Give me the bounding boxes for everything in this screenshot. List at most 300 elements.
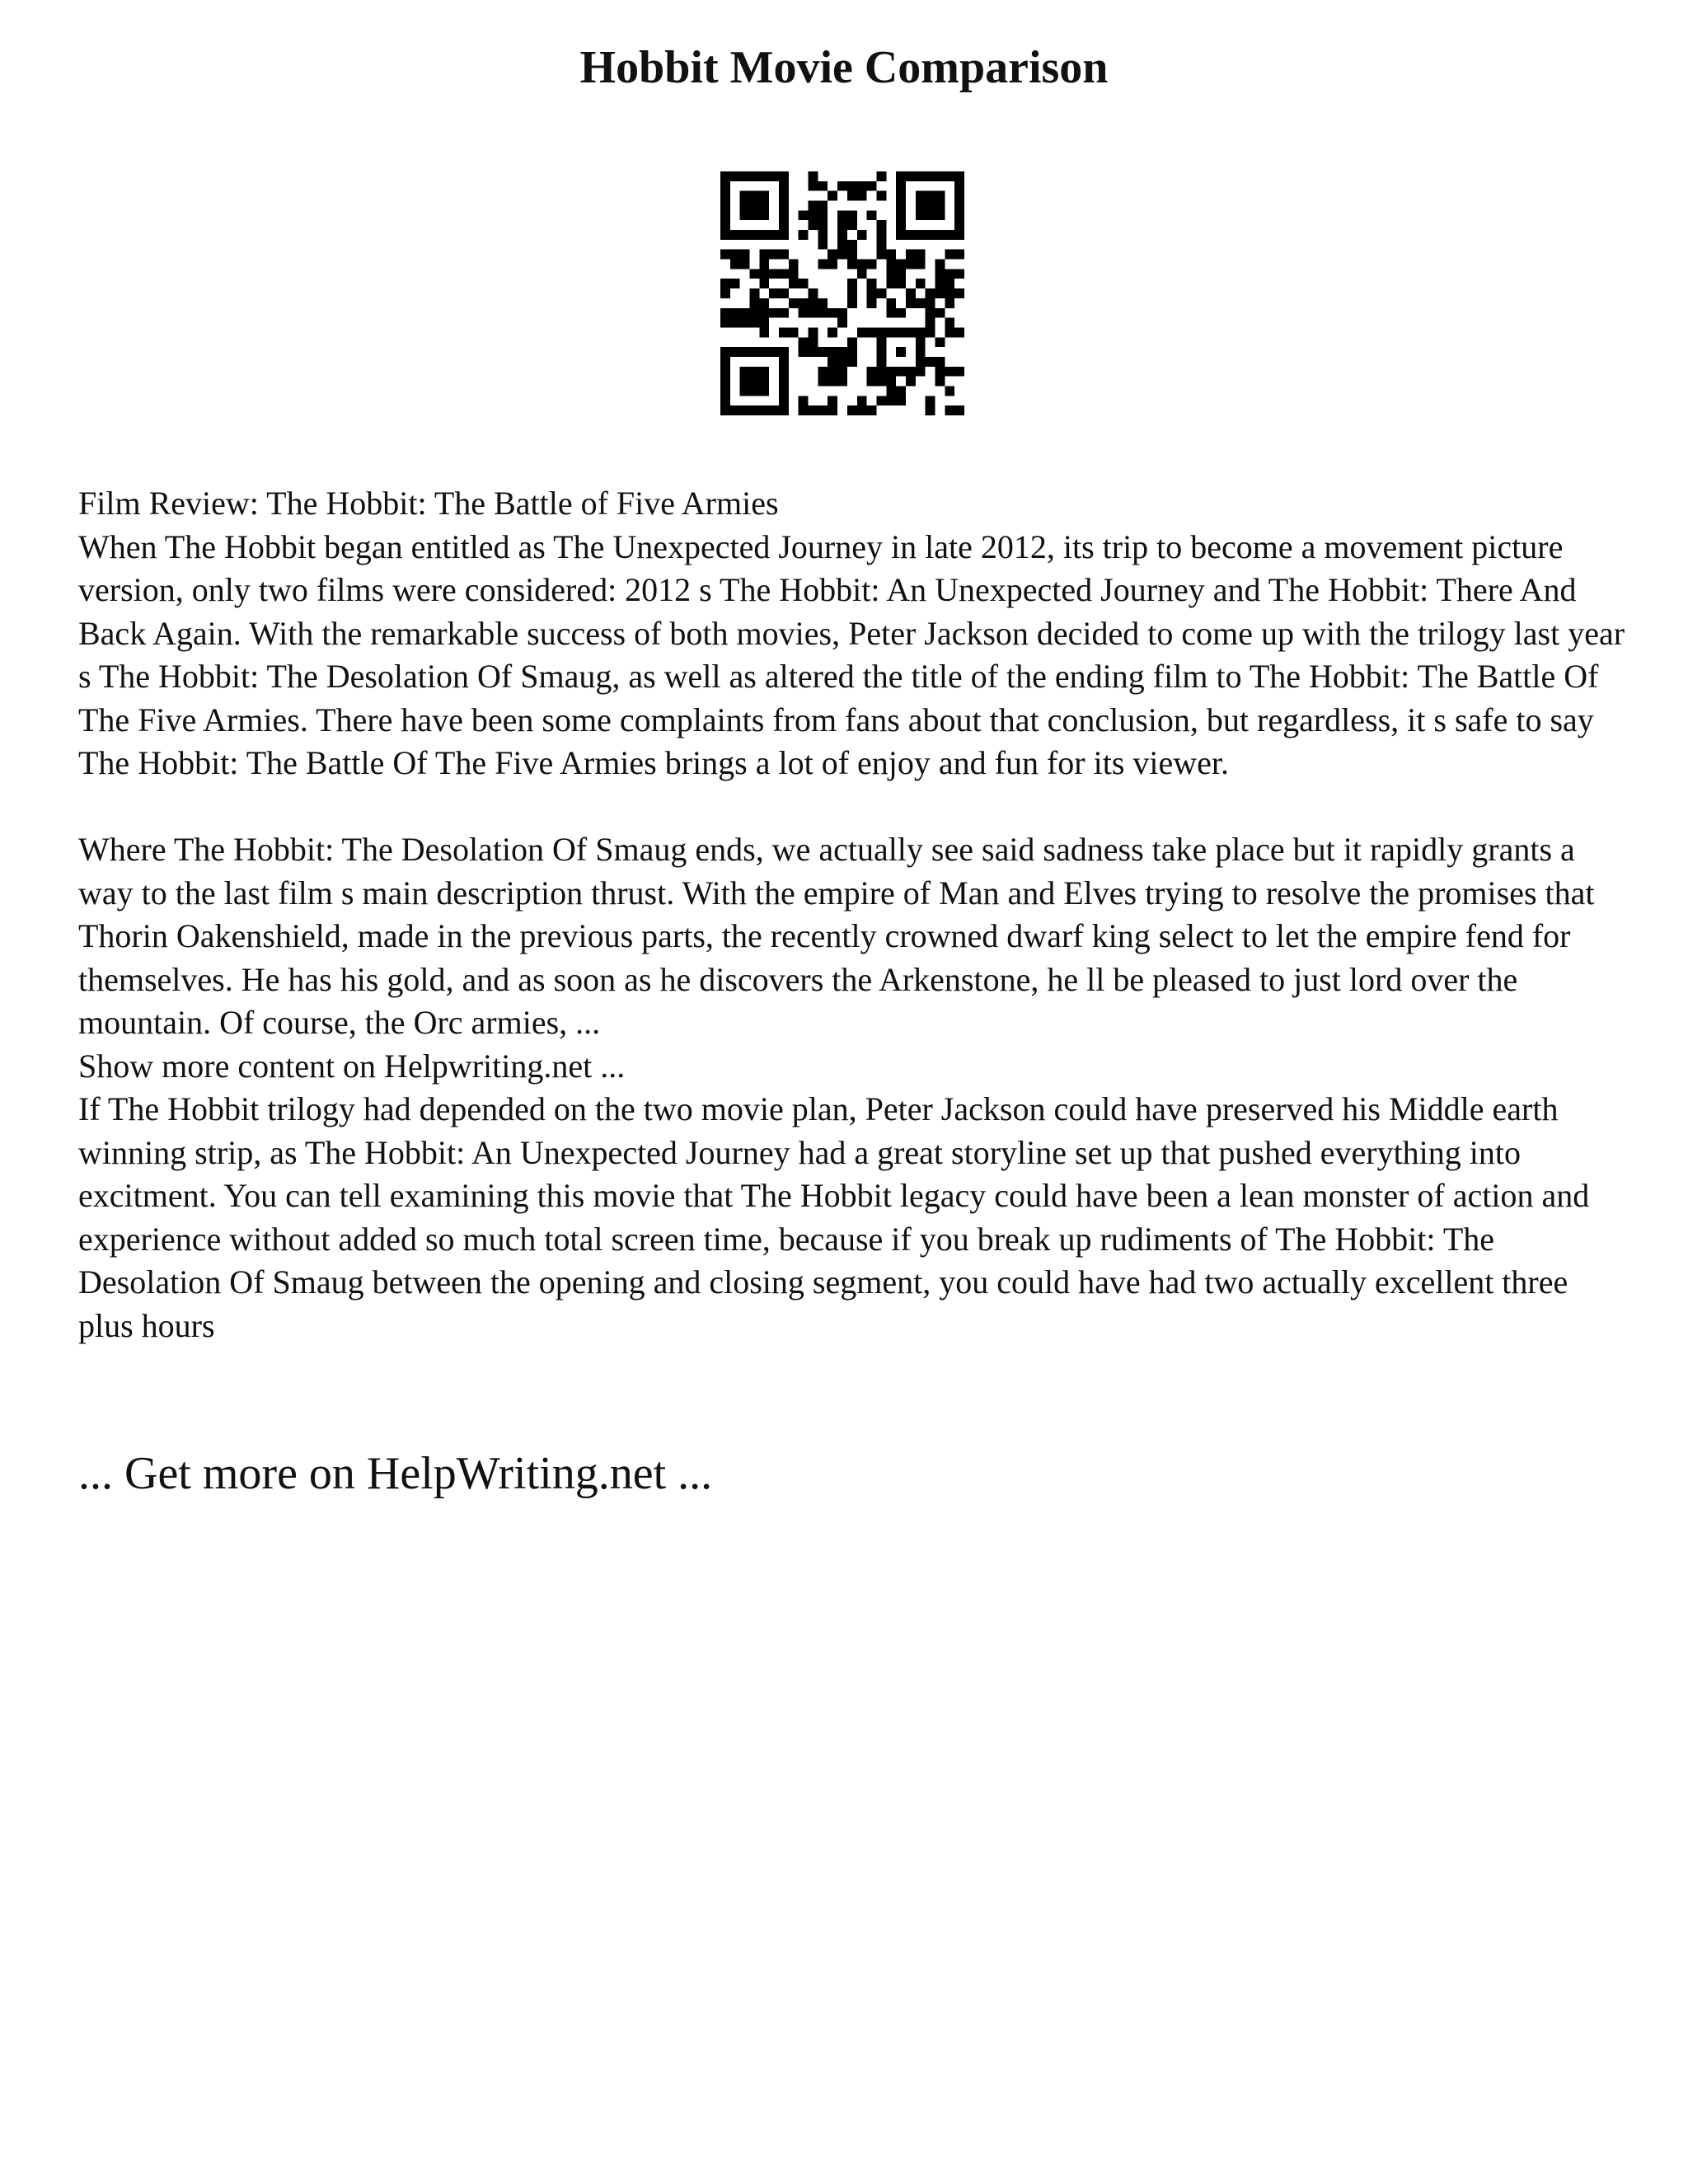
qr-module bbox=[789, 260, 799, 269]
show-more-link[interactable]: Show more content on Helpwriting.net ... bbox=[78, 1047, 626, 1085]
qr-module bbox=[926, 191, 935, 201]
qr-module bbox=[837, 347, 847, 357]
qr-module bbox=[837, 250, 847, 260]
qr-module bbox=[945, 405, 954, 415]
qr-module bbox=[750, 318, 760, 328]
qr-module bbox=[720, 210, 730, 220]
qr-module bbox=[867, 405, 877, 415]
qr-module bbox=[847, 279, 857, 288]
qr-module bbox=[896, 230, 906, 240]
qr-module bbox=[779, 405, 789, 415]
qr-module bbox=[876, 377, 886, 387]
qr-module bbox=[740, 318, 750, 328]
qr-module bbox=[750, 308, 760, 318]
qr-module bbox=[740, 367, 750, 377]
qr-module bbox=[828, 396, 837, 405]
qr-module bbox=[935, 377, 945, 387]
qr-module bbox=[837, 357, 847, 367]
qr-module bbox=[720, 250, 730, 260]
qr-module bbox=[837, 181, 847, 191]
qr-module bbox=[740, 210, 750, 220]
qr-module bbox=[779, 269, 789, 279]
qr-module bbox=[818, 377, 828, 387]
qr-module bbox=[809, 405, 818, 415]
qr-module bbox=[886, 386, 896, 396]
qr-module bbox=[720, 367, 730, 377]
qr-module bbox=[837, 230, 847, 240]
qr-module bbox=[945, 386, 954, 396]
qr-module bbox=[818, 405, 828, 415]
qr-module bbox=[740, 377, 750, 387]
qr-module bbox=[837, 240, 847, 250]
paragraph-desolation: Where The Hobbit: The Desolation Of Smaug ends, we actually see said sadness take place but it rapidly grants a way to the last film s main description thrust. With the empire of Man and Elves trying to resolve the promises that Thorin Oakenshield, made in the previous parts, the recently crowned dwarf king select to let the empire fend for themselves. He has his gold, and as soon as he discovers the Arkenstone, he ll be pleased to just lord over the mountain. Of course, the Orc armies, ... bbox=[78, 831, 1595, 1041]
qr-module bbox=[867, 377, 877, 387]
qr-module bbox=[926, 318, 935, 328]
qr-module bbox=[945, 288, 954, 298]
qr-module bbox=[818, 181, 828, 191]
qr-module bbox=[916, 250, 926, 260]
qr-module bbox=[779, 181, 789, 191]
qr-module bbox=[954, 191, 964, 201]
qr-module bbox=[769, 230, 779, 240]
qr-module bbox=[867, 298, 877, 308]
qr-module bbox=[750, 405, 760, 415]
qr-module bbox=[750, 191, 760, 201]
qr-module bbox=[809, 298, 818, 308]
qr-module bbox=[926, 405, 935, 415]
qr-module bbox=[916, 230, 926, 240]
qr-module bbox=[759, 327, 769, 337]
qr-module bbox=[896, 201, 906, 211]
qr-module bbox=[886, 279, 896, 288]
qr-module bbox=[945, 230, 954, 240]
qr-module bbox=[926, 201, 935, 211]
qr-module bbox=[818, 347, 828, 357]
qr-module bbox=[847, 210, 857, 220]
qr-module bbox=[769, 405, 779, 415]
qr-module bbox=[789, 279, 799, 288]
qr-module bbox=[799, 337, 809, 347]
qr-module bbox=[759, 377, 769, 387]
qr-module bbox=[935, 191, 945, 201]
qr-module bbox=[945, 279, 954, 288]
qr-module bbox=[857, 181, 867, 191]
qr-module bbox=[720, 357, 730, 367]
qr-module bbox=[750, 377, 760, 387]
qr-module bbox=[720, 386, 730, 396]
qr-module bbox=[867, 210, 877, 220]
qr-module bbox=[867, 367, 877, 377]
qr-module bbox=[916, 357, 926, 367]
qr-module bbox=[847, 405, 857, 415]
qr-module bbox=[828, 250, 837, 260]
qr-module bbox=[876, 191, 886, 201]
qr-module bbox=[876, 327, 886, 337]
qr-module bbox=[935, 230, 945, 240]
qr-module bbox=[759, 171, 769, 181]
qr-module bbox=[847, 250, 857, 260]
qr-module bbox=[954, 171, 964, 181]
qr-module bbox=[730, 308, 740, 318]
qr-module bbox=[847, 240, 857, 250]
qr-module bbox=[837, 220, 847, 230]
qr-module bbox=[926, 288, 935, 298]
qr-module bbox=[769, 288, 779, 298]
qr-module bbox=[730, 230, 740, 240]
qr-module bbox=[847, 347, 857, 357]
qr-module bbox=[954, 201, 964, 211]
qr-module bbox=[867, 260, 877, 269]
qr-module bbox=[730, 171, 740, 181]
qr-module bbox=[779, 308, 789, 318]
qr-module bbox=[886, 298, 896, 308]
qr-module bbox=[876, 396, 886, 405]
qr-module bbox=[886, 308, 896, 318]
qr-module bbox=[750, 347, 760, 357]
qr-module bbox=[740, 230, 750, 240]
qr-module bbox=[945, 298, 954, 308]
qr-module bbox=[750, 230, 760, 240]
qr-module bbox=[720, 171, 730, 181]
qr-module bbox=[818, 201, 828, 211]
qr-module bbox=[818, 240, 828, 250]
qr-module bbox=[750, 201, 760, 211]
qr-module bbox=[906, 298, 916, 308]
qr-module bbox=[935, 367, 945, 377]
qr-module bbox=[818, 298, 828, 308]
qr-module bbox=[759, 210, 769, 220]
qr-module bbox=[720, 405, 730, 415]
qr-module bbox=[730, 405, 740, 415]
qr-module bbox=[759, 269, 769, 279]
qr-module bbox=[720, 288, 730, 298]
qr-module bbox=[896, 210, 906, 220]
qr-module bbox=[779, 230, 789, 240]
qr-module bbox=[847, 220, 857, 230]
qr-module bbox=[759, 279, 769, 288]
qr-module bbox=[720, 318, 730, 328]
qr-module bbox=[857, 269, 867, 279]
qr-module bbox=[740, 250, 750, 260]
qr-module bbox=[886, 250, 896, 260]
qr-module bbox=[799, 210, 809, 220]
qr-module bbox=[867, 288, 877, 298]
qr-module bbox=[720, 201, 730, 211]
qr-module bbox=[916, 260, 926, 269]
qr-module bbox=[818, 230, 828, 240]
qr-module bbox=[759, 191, 769, 201]
qr-module bbox=[906, 230, 916, 240]
qr-module bbox=[916, 201, 926, 211]
qr-module bbox=[799, 279, 809, 288]
qr-module bbox=[847, 337, 857, 347]
paragraph-spacer bbox=[78, 785, 1628, 829]
qr-module bbox=[789, 298, 799, 308]
qr-module bbox=[779, 191, 789, 201]
qr-module bbox=[857, 230, 867, 240]
qr-module bbox=[867, 279, 877, 288]
qr-module bbox=[857, 396, 867, 405]
qr-module bbox=[837, 318, 847, 328]
qr-module bbox=[740, 171, 750, 181]
qr-module bbox=[740, 260, 750, 269]
qr-module bbox=[926, 308, 935, 318]
qr-module bbox=[896, 308, 906, 318]
qr-module bbox=[906, 260, 916, 269]
qr-module bbox=[720, 279, 730, 288]
qr-module bbox=[896, 327, 906, 337]
qr-module bbox=[906, 377, 916, 387]
article-heading-line: Film Review: The Hobbit: The Battle of Five Armies bbox=[78, 485, 779, 522]
qr-module bbox=[720, 308, 730, 318]
qr-module bbox=[779, 327, 789, 337]
qr-module bbox=[935, 269, 945, 279]
qr-module bbox=[720, 191, 730, 201]
qr-module bbox=[730, 318, 740, 328]
qr-module bbox=[857, 405, 867, 415]
qr-module bbox=[730, 279, 740, 288]
qr-module bbox=[876, 171, 886, 181]
qr-module bbox=[935, 357, 945, 367]
qr-module bbox=[809, 201, 818, 211]
qr-module bbox=[769, 171, 779, 181]
qr-module bbox=[759, 260, 769, 269]
qr-module bbox=[750, 386, 760, 396]
qr-module bbox=[857, 191, 867, 201]
paragraph-trilogy: If The Hobbit trilogy had depended on the two movie plan, Peter Jackson could have preserved his Middle earth winning strip, as The Hobbit: An Unexpected Journey had a great storyline set up that pushed everything into excitment. You can tell examining this movie that The Hobbit legacy could have been a lean monster of action and experience without added so much total screen time, because if you break up rudiments of The Hobbit: The Desolation Of Smaug between the opening and closing segment, you could have had two actually excellent three plus hours bbox=[78, 1090, 1590, 1344]
qr-module bbox=[945, 318, 954, 328]
qr-module bbox=[799, 230, 809, 240]
qr-module bbox=[799, 308, 809, 318]
qr-module bbox=[896, 367, 906, 377]
qr-module bbox=[857, 260, 867, 269]
qr-module bbox=[906, 250, 916, 260]
qr-module bbox=[876, 337, 886, 347]
qr-module bbox=[954, 220, 964, 230]
qr-module bbox=[818, 260, 828, 269]
qr-module bbox=[876, 240, 886, 250]
qr-module bbox=[759, 386, 769, 396]
qr-module bbox=[867, 181, 877, 191]
qr-module bbox=[750, 210, 760, 220]
qr-module bbox=[935, 210, 945, 220]
qr-module bbox=[779, 288, 789, 298]
qr-module bbox=[779, 220, 789, 230]
qr-module bbox=[916, 337, 926, 347]
qr-module bbox=[828, 405, 837, 415]
article-body bbox=[78, 482, 1628, 1347]
qr-module bbox=[954, 367, 964, 377]
qr-module bbox=[935, 171, 945, 181]
qr-module bbox=[779, 210, 789, 220]
qr-module bbox=[769, 308, 779, 318]
qr-module bbox=[740, 386, 750, 396]
qr-module bbox=[945, 269, 954, 279]
qr-module bbox=[876, 230, 886, 240]
qr-module bbox=[730, 250, 740, 260]
qr-module bbox=[740, 191, 750, 201]
qr-module bbox=[799, 405, 809, 415]
qr-module bbox=[720, 220, 730, 230]
qr-module bbox=[779, 347, 789, 357]
qr-module bbox=[759, 347, 769, 357]
qr-module bbox=[916, 171, 926, 181]
qr-module bbox=[720, 181, 730, 191]
qr-module bbox=[779, 367, 789, 377]
qr-module bbox=[896, 347, 906, 357]
qr-module bbox=[926, 210, 935, 220]
qr-module bbox=[896, 396, 906, 405]
qr-module bbox=[896, 260, 906, 269]
qr-module bbox=[847, 181, 857, 191]
qr-module bbox=[828, 367, 837, 377]
qr-module bbox=[886, 396, 896, 405]
qr-module bbox=[769, 347, 779, 357]
qr-module bbox=[799, 347, 809, 357]
qr-module bbox=[916, 298, 926, 308]
qr-module bbox=[906, 288, 916, 298]
qr-module bbox=[730, 260, 740, 269]
qr-module bbox=[926, 357, 935, 367]
qr-module bbox=[799, 396, 809, 405]
qr-module bbox=[876, 357, 886, 367]
qr-module bbox=[896, 191, 906, 201]
qr-module bbox=[916, 327, 926, 337]
qr-module bbox=[818, 367, 828, 377]
qr-module bbox=[828, 357, 837, 367]
qr-module bbox=[954, 405, 964, 415]
qr-module bbox=[867, 327, 877, 337]
qr-module bbox=[740, 308, 750, 318]
qr-module bbox=[789, 327, 799, 337]
qr-module bbox=[818, 210, 828, 220]
qr-module bbox=[954, 210, 964, 220]
qr-module bbox=[837, 377, 847, 387]
qr-module bbox=[945, 367, 954, 377]
qr-module bbox=[886, 377, 896, 387]
qr-module bbox=[809, 308, 818, 318]
qr-module bbox=[789, 269, 799, 279]
qr-module bbox=[954, 230, 964, 240]
qr-module bbox=[740, 347, 750, 357]
qr-module bbox=[857, 327, 867, 337]
qr-module bbox=[818, 308, 828, 318]
qr-module bbox=[954, 288, 964, 298]
qr-module bbox=[779, 201, 789, 211]
qr-module bbox=[896, 220, 906, 230]
qr-module bbox=[945, 250, 954, 260]
qr-module bbox=[876, 347, 886, 357]
qr-module bbox=[799, 298, 809, 308]
qr-module bbox=[896, 386, 906, 396]
qr-module bbox=[954, 269, 964, 279]
qr-module bbox=[886, 367, 896, 377]
qr-module bbox=[828, 191, 837, 201]
qr-module bbox=[935, 260, 945, 269]
qr-module bbox=[926, 230, 935, 240]
qr-module bbox=[720, 230, 730, 240]
qr-module bbox=[809, 288, 818, 298]
qr-module bbox=[828, 377, 837, 387]
qr-module bbox=[828, 327, 837, 337]
qr-module bbox=[750, 288, 760, 298]
qr-module bbox=[876, 220, 886, 230]
qr-module bbox=[759, 405, 769, 415]
qr-module bbox=[876, 250, 886, 260]
qr-module bbox=[896, 269, 906, 279]
qr-module bbox=[730, 347, 740, 357]
qr-module bbox=[906, 327, 916, 337]
qr-module bbox=[847, 298, 857, 308]
qr-module bbox=[750, 269, 760, 279]
qr-module bbox=[759, 308, 769, 318]
qr-module bbox=[916, 191, 926, 201]
qr-module bbox=[750, 171, 760, 181]
qr-module bbox=[926, 396, 935, 405]
qr-module bbox=[779, 377, 789, 387]
qr-module bbox=[926, 327, 935, 337]
qr-module bbox=[876, 288, 886, 298]
qr-module bbox=[847, 288, 857, 298]
qr-module bbox=[779, 357, 789, 367]
qr-module bbox=[779, 396, 789, 405]
qr-module bbox=[750, 367, 760, 377]
qr-module bbox=[740, 201, 750, 211]
qr-module bbox=[935, 279, 945, 288]
qr-module bbox=[926, 298, 935, 308]
qr-module bbox=[779, 250, 789, 260]
qr-module bbox=[886, 260, 896, 269]
qr-module bbox=[886, 269, 896, 279]
qr-module bbox=[759, 201, 769, 211]
page-title: Hobbit Movie Comparison bbox=[579, 42, 1109, 93]
qr-module bbox=[896, 181, 906, 191]
paragraph-intro: When The Hobbit began entitled as The Unexpected Journey in late 2012, its trip to become a movement picture version, only two films were considered: 2012 s The Hobbit: An Unexpected Journey and The Hobbit: There And Back Again. With the remarkable success of both movies, Peter Jackson decided to come up with the trilogy last year s The Hobbit: The Desolation Of Smaug, as well as altered the title of the ending film to The Hobbit: The Battle Of The Five Armies. There have been some complaints from fans about that conclusion, but regardless, it s safe to say The Hobbit: The Battle Of The Five Armies brings a lot of enjoy and fun for its viewer. bbox=[78, 527, 1625, 781]
qr-module bbox=[779, 386, 789, 396]
qr-module bbox=[750, 298, 760, 308]
qr-module bbox=[847, 357, 857, 367]
qr-module bbox=[769, 269, 779, 279]
qr-module bbox=[809, 220, 818, 230]
qr-module bbox=[769, 250, 779, 260]
qr-module bbox=[720, 347, 730, 357]
qr-module bbox=[828, 347, 837, 357]
qr-module bbox=[896, 279, 906, 288]
qr-module bbox=[916, 279, 926, 288]
qr-code-icon bbox=[720, 171, 964, 415]
qr-module bbox=[935, 288, 945, 298]
qr-module bbox=[809, 347, 818, 357]
qr-module bbox=[759, 367, 769, 377]
qr-module bbox=[809, 327, 818, 337]
qr-module bbox=[954, 327, 964, 337]
qr-module bbox=[945, 171, 954, 181]
qr-module bbox=[837, 210, 847, 220]
qr-module bbox=[896, 171, 906, 181]
qr-module bbox=[720, 377, 730, 387]
qr-module bbox=[720, 396, 730, 405]
qr-module bbox=[759, 230, 769, 240]
qr-module bbox=[809, 210, 818, 220]
qr-module bbox=[886, 327, 896, 337]
qr-module bbox=[759, 250, 769, 260]
qr-module bbox=[779, 171, 789, 181]
qr-module bbox=[935, 308, 945, 318]
qr-module bbox=[809, 337, 818, 347]
qr-code-graphic bbox=[720, 171, 964, 415]
get-more-link[interactable]: ... Get more on HelpWriting.net ... bbox=[78, 1448, 713, 1499]
qr-module bbox=[906, 367, 916, 377]
